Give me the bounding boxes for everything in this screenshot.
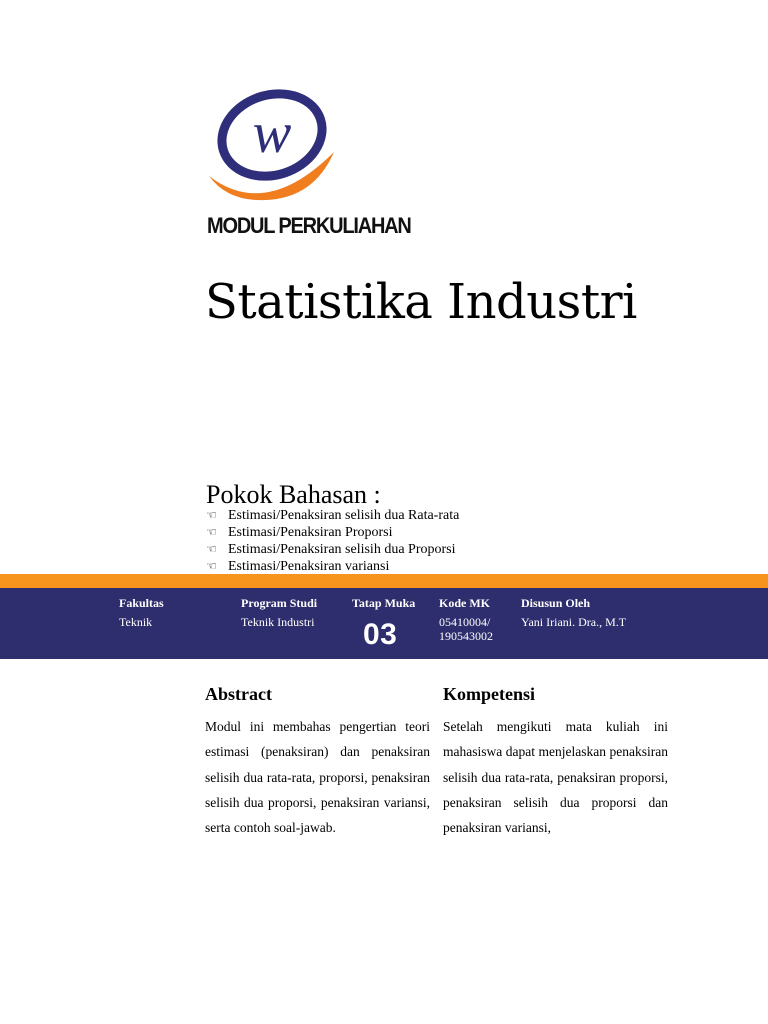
orange-divider: [0, 574, 768, 588]
module-label: MODUL PERKULIAHAN: [207, 214, 411, 239]
course-info-bar: [0, 588, 768, 659]
fakultas-label: Fakultas: [119, 596, 164, 610]
list-item: ☜ Estimasi/Penaksiran selisih dua Rata-rata: [206, 508, 460, 523]
topics-list: [206, 507, 459, 575]
list-item: ☜ Estimasi/Penaksiran variansi: [206, 559, 390, 574]
program-studi-value: Teknik Industri: [241, 615, 315, 629]
abstract-text: Modul ini membahas pengertian teori estimasi (penaksiran) dan penaksiran selisih dua rata-rata, proporsi, penaksiran selisih dua proporsi, penaksiran variansi, serta contoh soal-jawab.: [205, 719, 430, 836]
pointing-hand-icon: ☜: [206, 508, 217, 522]
pointing-hand-icon: ☜: [206, 525, 217, 539]
university-logo: [206, 88, 338, 206]
kompetensi-text: Setelah mengikuti mata kuliah ini mahasiswa dapat menjelaskan penaksiran selisih dua rata-rata, penaksiran proporsi, penaksiran selisih dua proporsi dan penaksiran variansi,: [443, 719, 668, 836]
program-studi-label: Program Studi: [241, 596, 318, 610]
list-item: ☜ Estimasi/Penaksiran selisih dua Proporsi: [206, 542, 456, 557]
abstract-heading: Abstract: [205, 684, 272, 704]
svg-text:w: w: [252, 100, 292, 165]
tatap-muka-label: Tatap Muka: [352, 596, 416, 610]
course-title: Statistika Industri: [205, 274, 637, 330]
fakultas-value: Teknik: [119, 615, 153, 629]
tatap-muka-number: 03: [363, 618, 398, 651]
kode-mk-label: Kode MK: [439, 596, 490, 610]
kode-mk-line-2: 190543002: [439, 629, 493, 643]
disusun-oleh-label: Disusun Oleh: [521, 596, 591, 610]
pointing-hand-icon: ☜: [206, 542, 217, 556]
kode-mk-line-1: 05410004/: [439, 615, 491, 629]
kompetensi-heading: Kompetensi: [443, 684, 535, 704]
pointing-hand-icon: ☜: [206, 559, 217, 573]
disusun-oleh-value: Yani Iriani. Dra., M.T: [521, 615, 627, 629]
topics-heading: Pokok Bahasan :: [206, 480, 381, 509]
list-item: ☜ Estimasi/Penaksiran Proporsi: [206, 525, 393, 540]
